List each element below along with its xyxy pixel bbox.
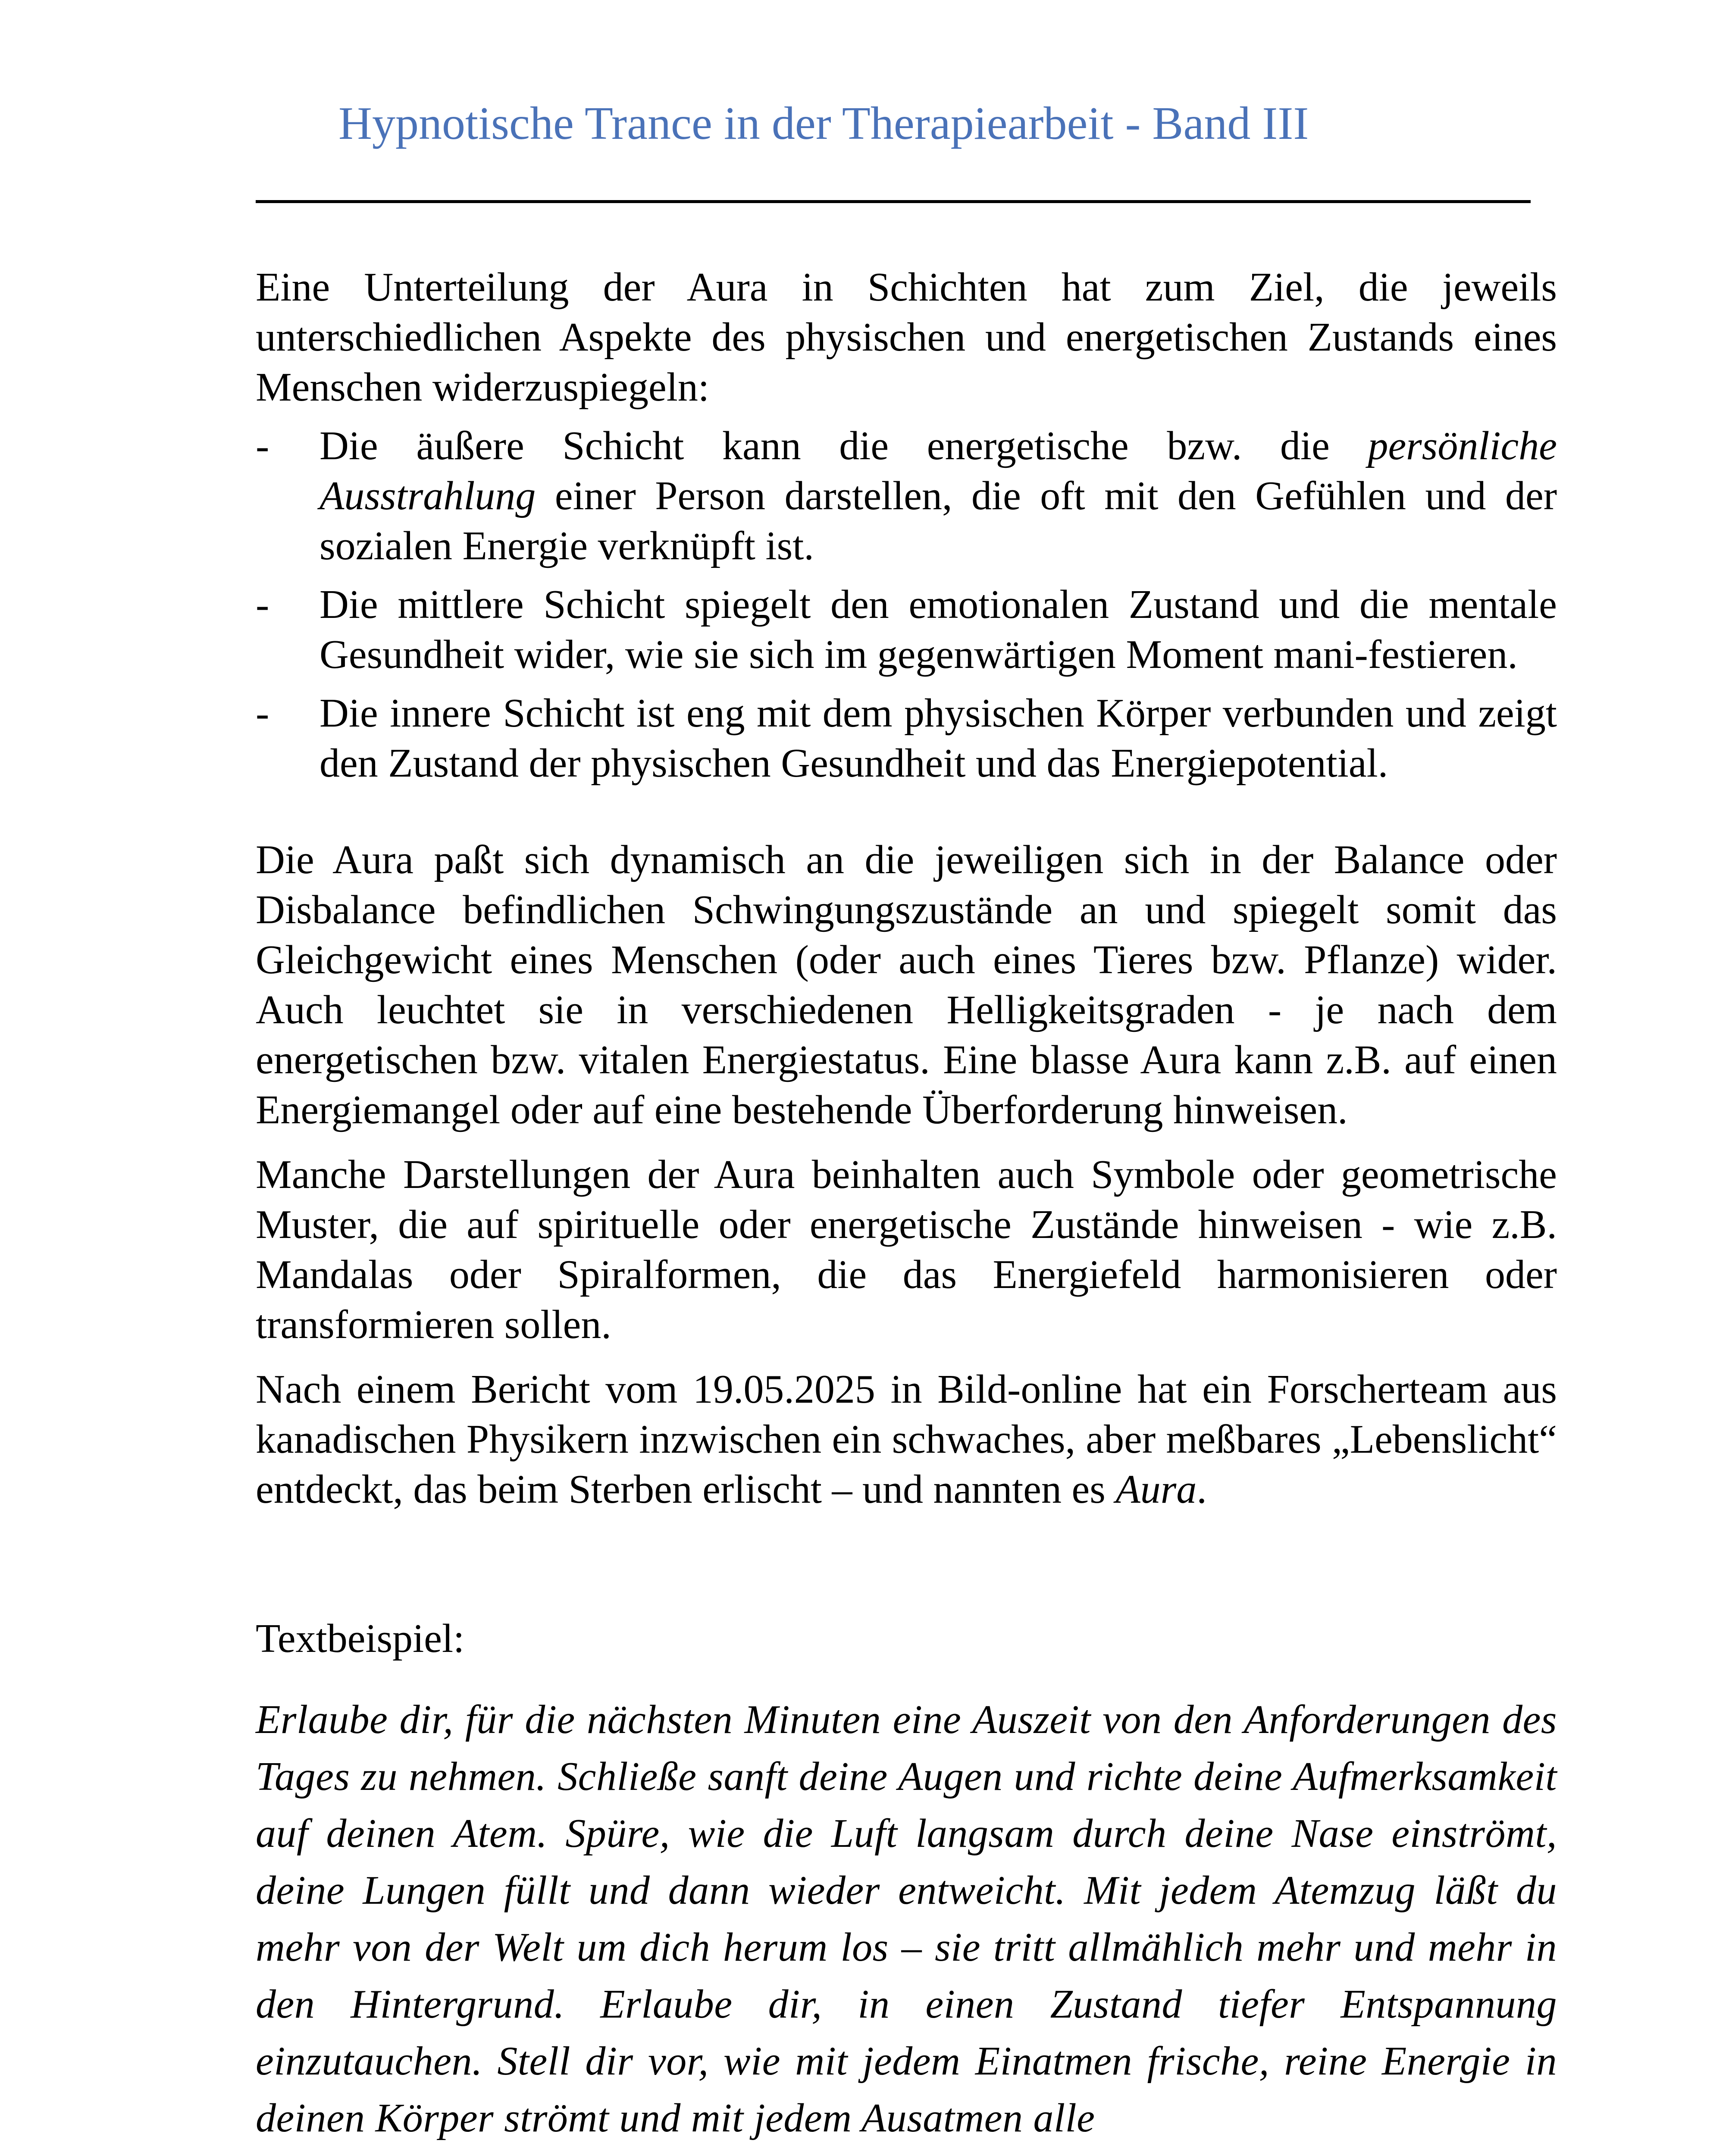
example-label: Textbeispiel: — [256, 1616, 465, 1661]
research-report-period: . — [1196, 1467, 1207, 1512]
list-item-text: Die mittlere Schicht spiegelt den emotionalen Zustand und die mentale Gesundheit wider, wie sie sich im gegenwärtigen Moment mani-festieren. — [319, 582, 1557, 677]
aura-layers-list — [256, 421, 1557, 788]
dash-marker: - — [256, 423, 269, 468]
intro-paragraph: Eine Unterteilung der Aura in Schichten hat zum Ziel, die jeweils unterschiedlichen Aspekte des physischen und energetischen Zustands eines Menschen widerzuspiegeln: — [256, 265, 1557, 410]
dash-marker: - — [256, 691, 269, 736]
aura-dynamics-paragraph: Die Aura paßt sich dynamisch an die jeweiligen sich in der Balance oder Disbalance befindlichen Schwingungszustände an und spiegelt somit das Gleichgewicht eines Menschen (oder auch eines Tieres bzw. Pflanze) wider. Auch leuchtet sie in verschiedenen Helligkeitsgraden - je nach dem energetischen bzw. vitalen Energiestatus. Eine blasse Aura kann z.B. auf einen Energiemangel oder auf eine bestehende Überforderung hinweisen. — [256, 837, 1557, 1132]
header-divider — [256, 200, 1531, 203]
research-report-text: Nach einem Bericht vom 19.05.2025 in Bild-online hat ein Forscherteam aus kanadischen Physikern inzwischen ein schwaches, aber meßbares „Lebenslicht“ entdeckt, das beim Sterben erlischt – und nannten es — [256, 1367, 1557, 1512]
dash-marker: - — [256, 582, 269, 627]
running-header-title: Hypnotische Trance in der Therapiearbeit - Band III — [338, 98, 1309, 149]
list-item — [256, 688, 1557, 788]
list-item-text: Die äußere Schicht kann die energetische bzw. die — [319, 423, 1368, 468]
example-text: Erlaube dir, für die nächsten Minuten eine Auszeit von den Anforderungen des Tages zu nehmen. Schließe sanft deine Augen und richte deine Aufmerksamkeit auf deinen Atem. Spüre, wie die Luft langsam durch deine Nase einströmt, deine Lungen füllt und dann wieder entweicht. Mit jedem Atemzug läßt du mehr von der Welt um dich herum los – sie tritt allmählich mehr und mehr in den Hintergrund. Erlaube dir, in einen Zustand tiefer Entspannung einzutauchen. Stell dir vor, wie mit jedem Einatmen frische, reine Energie in deinen Körper strömt und mit jedem Ausatmen alle — [256, 1697, 1557, 2140]
research-report-paragraph — [256, 1364, 1557, 1514]
list-item-text-continued: einer Person darstellen, die oft mit den Gefühlen und der sozialen Energie verknüpft ist. — [319, 473, 1557, 568]
page-body — [256, 262, 1557, 2147]
list-item — [256, 580, 1557, 680]
aura-symbols-paragraph: Manche Darstellungen der Aura beinhalten auch Symbole oder geometrische Muster, die auf spirituelle oder energetische Zustände hinweisen - wie z.B. Mandalas oder Spiralformen, die das Energiefeld harmonisieren oder transformieren sollen. — [256, 1152, 1557, 1347]
list-item-text: Die innere Schicht ist eng mit dem physischen Körper verbunden und zeigt den Zustand der physischen Gesundheit und das Energiepotential. — [319, 691, 1557, 786]
list-item-emphasis: persönliche Ausstrahlung — [319, 423, 1557, 518]
research-report-emphasis: Aura — [1115, 1467, 1197, 1512]
list-item — [256, 421, 1557, 571]
